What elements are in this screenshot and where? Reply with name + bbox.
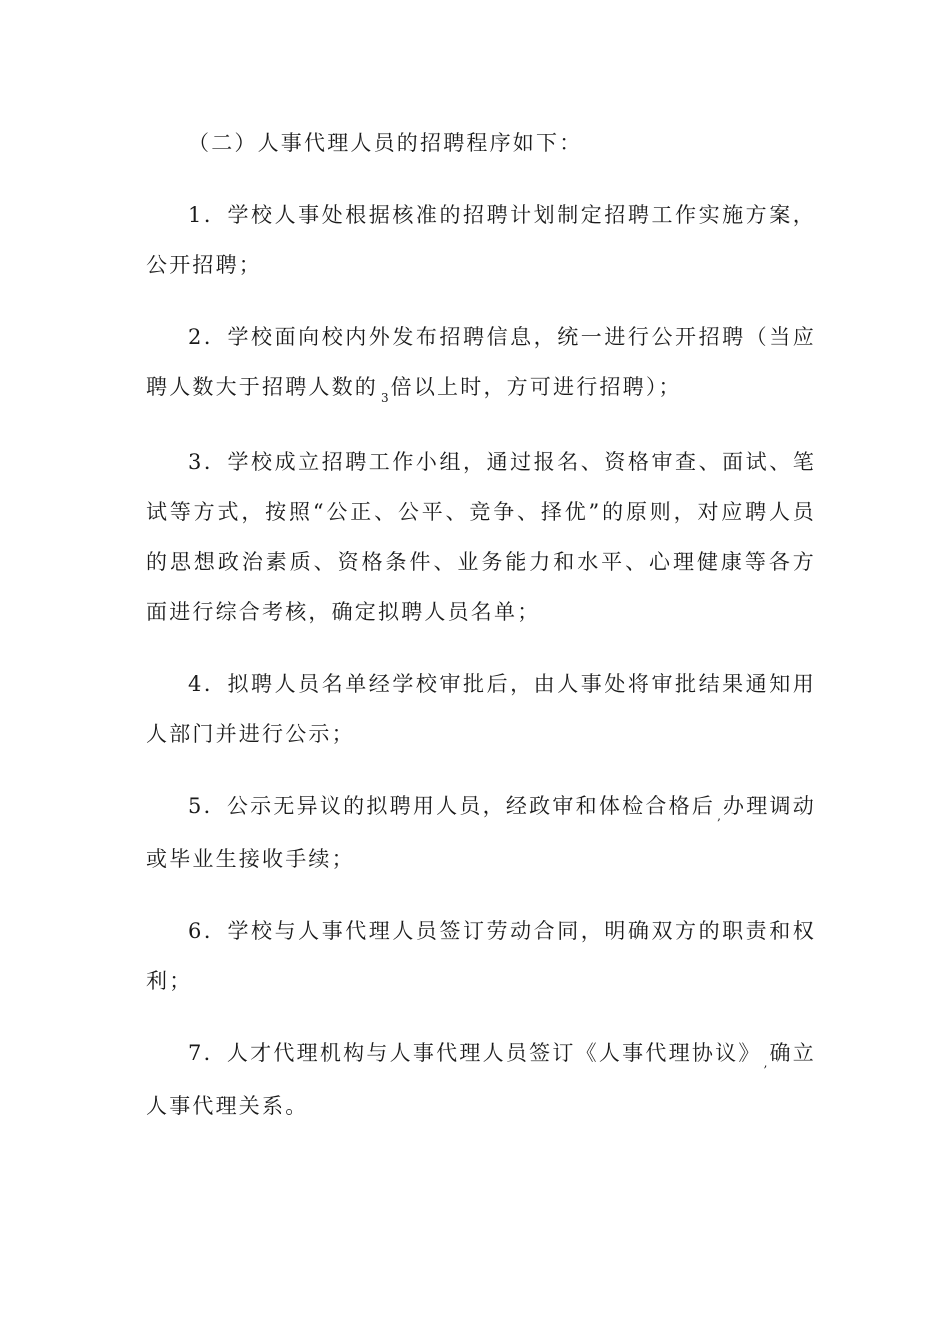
procedure-step-7: [146, 1028, 816, 1131]
step-2-text-start: 2．学校面向校内外发布招聘信息，统一进行公开招聘（当应聘人数大于招聘人数的: [146, 325, 816, 399]
step-2-text-end: 倍以上时，方可进行招聘）；: [390, 375, 682, 399]
step-5-text-start: 5．公示无异议的拟聘用人员，经政审和体检合格后: [188, 794, 716, 818]
step-7-text-end: 确立人事代理关系。: [146, 1041, 817, 1118]
procedure-step-1: 1．学校人事处根据核准的招聘计划制定招聘工作实施方案，公开招聘；: [146, 203, 816, 277]
step-5-text-end: 办理调动或毕业生接收手续；: [146, 794, 816, 871]
procedure-step-5: [146, 781, 816, 884]
procedure-step-4: 4．拟聘人员名单经学校审批后，由人事处将审批结果通知用人部门并进行公示；: [146, 672, 816, 746]
document-body: [146, 118, 816, 1131]
procedure-step-3: 3．学校成立招聘工作小组，通过报名、资格审查、面试、笔试等方式，按照“公正、公平、竞争、择优”的原则，对应聘人员的思想政治素质、资格条件、业务能力和水平、心理健康等各方面进行综合考核，确定拟聘人员名单；: [146, 450, 816, 624]
procedure-step-6: 6．学校与人事代理人员签订劳动合同，明确双方的职责和权利；: [146, 919, 816, 993]
step-5-separator-mark: ,: [717, 809, 721, 823]
step-7-text-start: 7．人才代理机构与人事代理人员签订《人事代理协议》: [188, 1041, 762, 1065]
step-2-ratio-number: 3: [381, 391, 389, 405]
step-7-separator-mark: ,: [763, 1056, 768, 1070]
procedure-step-2: [146, 312, 816, 415]
section-heading: （二）人事代理人员的招聘程序如下：: [188, 131, 583, 155]
